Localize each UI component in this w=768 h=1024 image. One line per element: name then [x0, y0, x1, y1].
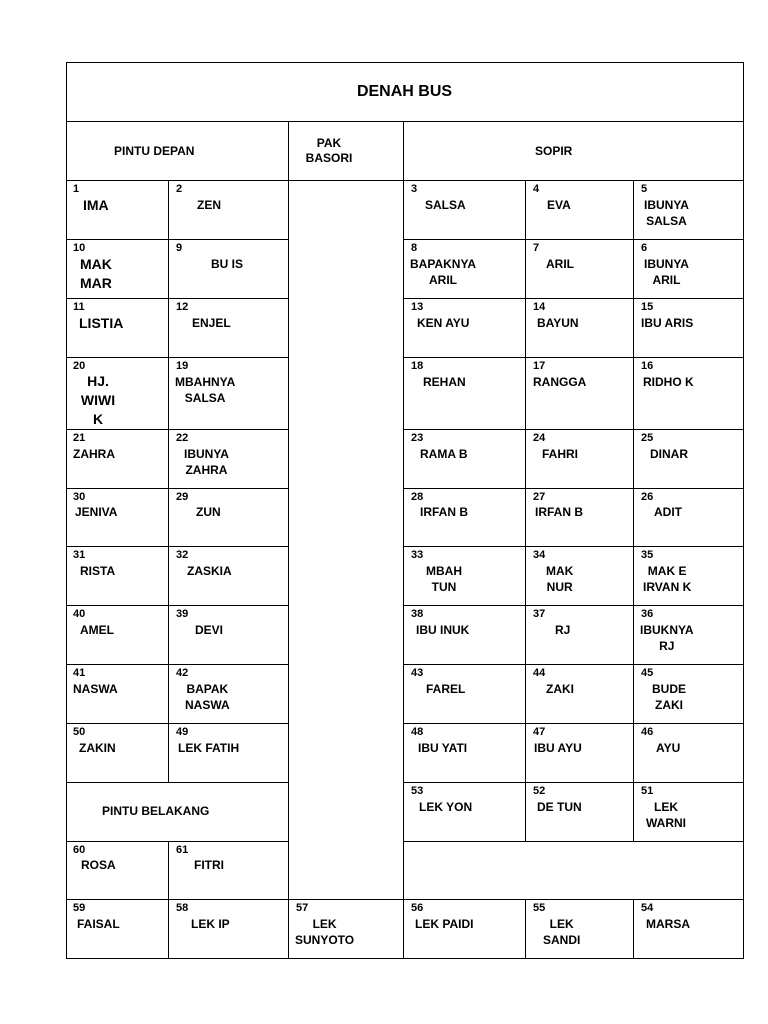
seat-number: 47 [533, 726, 546, 738]
seat-passenger: HJ. WIWI K [80, 373, 116, 427]
seat-passenger: AMEL [80, 623, 114, 637]
seat-passenger: JENIVA [75, 505, 118, 519]
front-door-label: PINTU DEPAN [114, 144, 195, 158]
seat-number: 41 [73, 667, 86, 679]
seat-passenger: FAREL [426, 682, 466, 696]
seat-number: 30 [73, 491, 86, 503]
seat [169, 488, 289, 546]
seat-passenger: ADIT [654, 505, 682, 519]
seat-passenger: AYU [656, 741, 681, 755]
seat-number: 6 [641, 242, 648, 254]
seat [66, 239, 169, 298]
seat-number: 57 [296, 902, 309, 914]
seat-number: 54 [641, 902, 654, 914]
seat-passenger: RAMA B [420, 447, 468, 461]
seat-passenger: IBUNYA ARIL [644, 257, 689, 287]
seat-passenger: MAK NUR [546, 564, 574, 594]
seat-number: 28 [411, 491, 424, 503]
seat-passenger: IBUNYA SALSA [644, 198, 689, 228]
seat [404, 546, 526, 605]
seat-number: 44 [533, 667, 546, 679]
seat-passenger: BAPAK NASWA [185, 682, 230, 712]
seat-passenger: MARSA [646, 917, 690, 931]
seat [66, 899, 169, 958]
seat-number: 51 [641, 785, 654, 797]
seat-passenger: BUDE ZAKI [652, 682, 687, 712]
seat-passenger: IBU INUK [416, 623, 470, 637]
seat [634, 298, 744, 357]
seat-passenger: REHAN [423, 375, 466, 389]
seat-number: 23 [411, 432, 424, 444]
seat-passenger: IBUNYA ZAHRA [184, 447, 229, 477]
seat-number: 31 [73, 549, 86, 561]
seat-passenger: RISTA [80, 564, 116, 578]
seat-passenger: IBUKNYA RJ [640, 623, 694, 653]
seat-passenger: ZUN [196, 505, 221, 519]
seat-number: 15 [641, 301, 654, 313]
seat [404, 239, 526, 298]
seat-passenger: ROSA [81, 858, 116, 872]
seat [526, 605, 634, 664]
seat [66, 723, 169, 782]
seat-number: 56 [411, 902, 424, 914]
seat [404, 357, 526, 429]
seat [526, 488, 634, 546]
seat [634, 723, 744, 782]
seat [634, 180, 744, 239]
seat-passenger: LEK SUNYOTO [295, 917, 355, 947]
page-title: DENAH BUS [356, 83, 453, 100]
rear-door-label: PINTU BELAKANG [102, 804, 210, 818]
seat [634, 357, 744, 429]
seat-passenger: BU IS [211, 257, 244, 271]
seat [66, 357, 169, 429]
seat-number: 32 [176, 549, 189, 561]
seat-number: 38 [411, 608, 424, 620]
seat [404, 180, 526, 239]
seat [404, 605, 526, 664]
seat-passenger: DINAR [650, 447, 688, 461]
seat-passenger: EVA [547, 198, 571, 212]
seat-passenger: IRFAN B [535, 505, 583, 519]
seat-number: 19 [176, 360, 189, 372]
seat-number: 46 [641, 726, 654, 738]
seat [634, 429, 744, 488]
seat [66, 488, 169, 546]
driver-helper-label: PAK BASORI [305, 136, 353, 165]
seat-passenger: BAYUN [537, 316, 579, 330]
seat [526, 664, 634, 723]
seat-passenger: ZEN [197, 198, 221, 212]
seat-passenger: SALSA [425, 198, 466, 212]
seat-number: 13 [411, 301, 424, 313]
seat-passenger: MAK E IRVAN K [643, 564, 692, 594]
seat-passenger: RANGGA [533, 375, 587, 389]
seat [526, 180, 634, 239]
seat [169, 605, 289, 664]
seat [169, 899, 289, 958]
seat-passenger: LEK YON [419, 800, 473, 814]
seat-number: 16 [641, 360, 654, 372]
seat-passenger: IBU AYU [534, 741, 582, 755]
seat-number: 27 [533, 491, 546, 503]
seat-passenger: LEK IP [191, 917, 230, 931]
seat-number: 45 [641, 667, 654, 679]
seat [526, 298, 634, 357]
seat-passenger: MAK MAR [80, 256, 112, 291]
seat-passenger: ZASKIA [187, 564, 232, 578]
seat-number: 60 [73, 844, 86, 856]
seat-number: 49 [176, 726, 189, 738]
seat-number: 24 [533, 432, 546, 444]
seat-number: 40 [73, 608, 86, 620]
seat-passenger: FAISAL [77, 917, 120, 931]
seat-number: 12 [176, 301, 189, 313]
seat-passenger: NASWA [73, 682, 118, 696]
seat [66, 664, 169, 723]
seat [289, 899, 404, 958]
seat-passenger: FAHRI [542, 447, 578, 461]
seat [526, 239, 634, 298]
seat [404, 488, 526, 546]
seat-number: 21 [73, 432, 86, 444]
seat-number: 52 [533, 785, 546, 797]
seat-passenger: ZAKIN [79, 741, 116, 755]
seat-number: 14 [533, 301, 546, 313]
seat-number: 29 [176, 491, 189, 503]
seat-number: 9 [176, 242, 183, 254]
seat [404, 429, 526, 488]
seat-number: 5 [641, 183, 648, 195]
seat-passenger: LEK SANDI [543, 917, 581, 947]
seat-passenger: FITRI [194, 858, 224, 872]
seat-passenger: IBU YATI [418, 741, 468, 755]
seat-passenger: BAPAKNYA ARIL [410, 257, 477, 287]
seat [526, 782, 634, 841]
seat [634, 605, 744, 664]
seat [66, 180, 169, 239]
seat [66, 298, 169, 357]
seat-passenger: IBU ARIS [641, 316, 694, 330]
seat-number: 11 [73, 301, 85, 313]
seat [634, 546, 744, 605]
seat [404, 664, 526, 723]
seat [634, 488, 744, 546]
seat [526, 546, 634, 605]
seat-passenger: ARIL [546, 257, 574, 271]
seat-number: 55 [533, 902, 546, 914]
seat [526, 429, 634, 488]
seat-number: 8 [411, 242, 418, 254]
seat [169, 239, 289, 298]
seat [526, 723, 634, 782]
seat-number: 35 [641, 549, 654, 561]
seat-passenger: LEK PAIDI [415, 917, 474, 931]
seat [66, 605, 169, 664]
driver-label: SOPIR [535, 144, 573, 158]
seat [634, 664, 744, 723]
seat [526, 899, 634, 958]
seat-number: 43 [411, 667, 424, 679]
seat-number: 18 [411, 360, 424, 372]
seat-passenger: KEN AYU [417, 316, 470, 330]
seat-passenger: LISTIA [79, 315, 124, 331]
seat-number: 2 [176, 183, 183, 195]
seat-number: 53 [411, 785, 424, 797]
seat-number: 22 [176, 432, 189, 444]
seat [634, 899, 744, 958]
seat [169, 723, 289, 782]
seat-passenger: ENJEL [192, 316, 231, 330]
seat [169, 841, 289, 899]
seat-passenger: DEVI [195, 623, 224, 637]
seat-number: 10 [73, 242, 86, 254]
seat-number: 58 [176, 902, 189, 914]
seat-number: 26 [641, 491, 654, 503]
seat-number: 33 [411, 549, 424, 561]
seat-passenger: IMA [83, 197, 109, 213]
seat-passenger: MBAHNYA SALSA [175, 375, 236, 405]
seat-number: 59 [73, 902, 86, 914]
seat-number: 36 [641, 608, 654, 620]
seat-number: 37 [533, 608, 546, 620]
seat-passenger: LEK FATIH [178, 741, 240, 755]
seat-number: 39 [176, 608, 189, 620]
seat [634, 239, 744, 298]
seat [634, 782, 744, 841]
seat [66, 429, 169, 488]
seat [169, 180, 289, 239]
seat [404, 298, 526, 357]
seat [169, 546, 289, 605]
seat [66, 841, 169, 899]
seat-passenger: IRFAN B [420, 505, 468, 519]
seat [404, 782, 526, 841]
seat-number: 7 [533, 242, 540, 254]
seat [66, 546, 169, 605]
seat-number: 42 [176, 667, 189, 679]
seat-passenger: ZAKI [546, 682, 574, 696]
seat-passenger: LEK WARNI [646, 800, 686, 830]
seat-number: 34 [533, 549, 546, 561]
seat-passenger: DE TUN [537, 800, 582, 814]
seat-number: 61 [176, 844, 189, 856]
seat [404, 723, 526, 782]
seat-number: 50 [73, 726, 86, 738]
seat [169, 357, 289, 429]
seat [169, 298, 289, 357]
seat-number: 4 [533, 183, 540, 195]
seat-passenger: MBAH TUN [426, 564, 462, 594]
seat-number: 20 [73, 360, 86, 372]
seat [169, 429, 289, 488]
seat-number: 17 [533, 360, 546, 372]
seat-number: 48 [411, 726, 424, 738]
seat-passenger: RJ [555, 623, 571, 637]
seat [404, 899, 526, 958]
seat-number: 1 [73, 183, 80, 195]
seat-passenger: RIDHO K [643, 375, 694, 389]
seat-passenger: ZAHRA [73, 447, 115, 461]
seat-number: 25 [641, 432, 654, 444]
seat [526, 357, 634, 429]
seat [169, 664, 289, 723]
seat-number: 3 [411, 183, 418, 195]
